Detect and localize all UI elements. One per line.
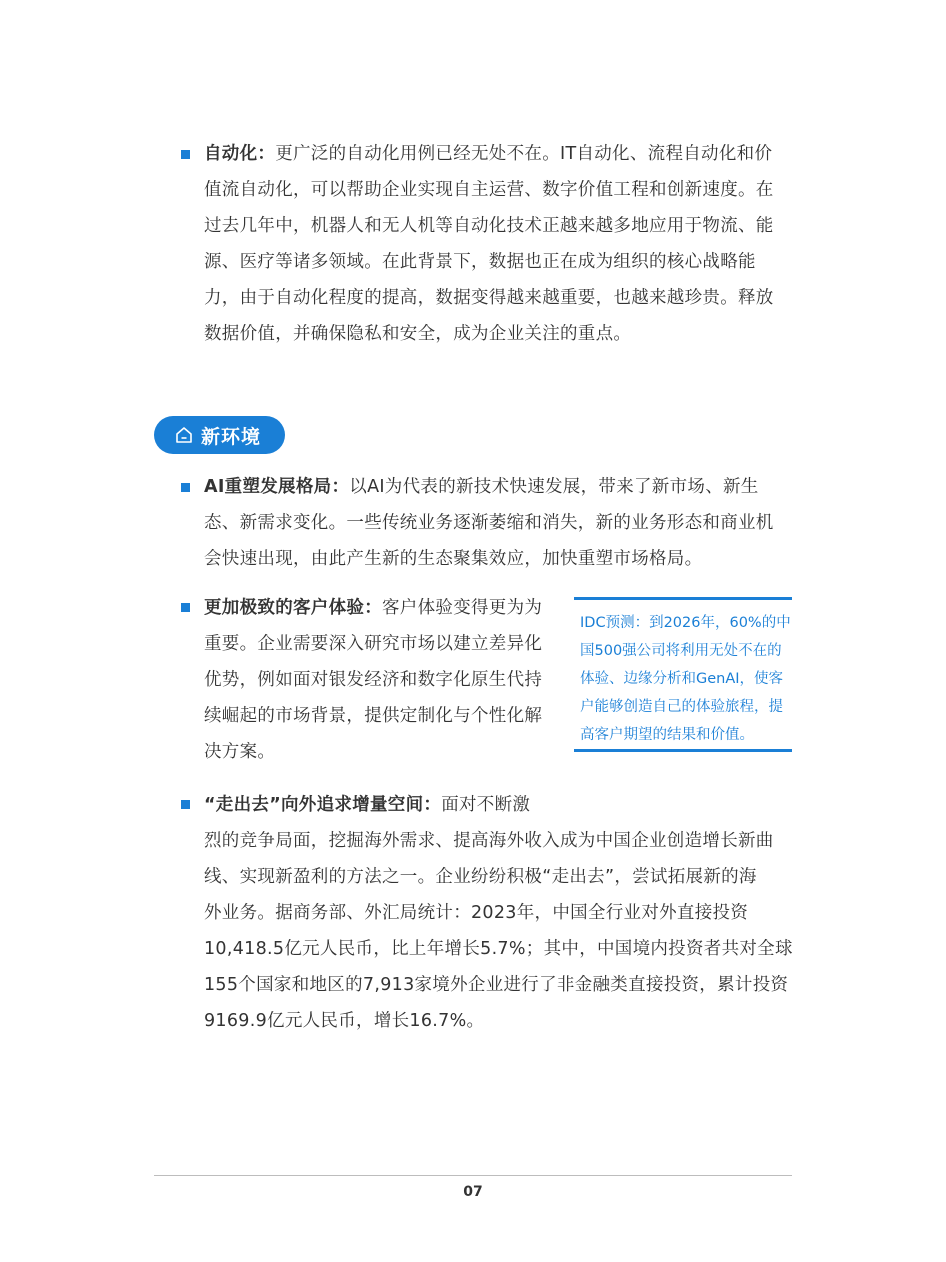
text-line: 烈的竞争局面，挖掘海外需求、提高海外收入成为中国企业创造增长新曲 <box>204 831 774 851</box>
paragraph-lead: 自动化： <box>204 144 276 164</box>
callout-line: IDC预测：到2026年，60%的中 <box>580 615 791 631</box>
paragraph-ai <box>204 469 774 577</box>
text-line: 外业务。据商务部、外汇局统计：2023年，中国全行业对外直接投资 <box>204 903 749 923</box>
text-line: AI重塑发展格局：以AI为代表的新技术快速发展，带来了新市场、新生 <box>204 477 759 497</box>
paragraph-go-global <box>204 787 793 1039</box>
home-icon <box>174 425 194 445</box>
text-line: “走出去”向外追求增量空间：面对不断激 <box>204 795 531 815</box>
text-line: 重要。企业需要深入研究市场以建立差异化 <box>204 634 543 654</box>
section-title: 新环境 <box>201 425 262 448</box>
callout-line: 国500强公司将利用无处不在的 <box>580 643 782 659</box>
text-line: 过去几年中，机器人和无人机等自动化技术正越来越多地应用于物流、能 <box>204 216 774 236</box>
footer-divider <box>154 1175 792 1176</box>
page-number: 07 <box>463 1184 483 1200</box>
section-heading <box>154 416 285 454</box>
idc-callout <box>574 597 792 752</box>
text-line: 数据价值，并确保隐私和安全，成为企业关注的重点。 <box>204 324 632 344</box>
text-line: 续崛起的市场背景，提供定制化与个性化解 <box>204 706 543 726</box>
bullet-marker <box>181 150 190 159</box>
text-line: 优势，例如面对银发经济和数字化原生代持 <box>204 670 543 690</box>
text-line: 9169.9亿元人民币，增长16.7%。 <box>204 1011 485 1031</box>
text-line: 态、新需求变化。一些传统业务逐渐萎缩和消失，新的业务形态和商业机 <box>204 513 774 533</box>
text-line: 值流自动化，可以帮助企业实现自主运营、数字价值工程和创新速度。在 <box>204 180 774 200</box>
bullet-marker <box>181 800 190 809</box>
paragraph-lead: 更加极致的客户体验： <box>204 598 382 618</box>
text-line: 源、医疗等诸多领域。在此背景下，数据也正在成为组织的核心战略能 <box>204 252 756 272</box>
bullet-marker <box>181 603 190 612</box>
paragraph-customer-experience <box>204 590 542 770</box>
paragraph-automation <box>204 136 774 352</box>
text-line: 更加极致的客户体验：客户体验变得更为为 <box>204 598 543 618</box>
text-line: 自动化：更广泛的自动化用例已经无处不在。IT自动化、流程自动化和价 <box>204 144 773 164</box>
callout-line: 体验、边缘分析和GenAI，使客 <box>580 671 784 687</box>
text-line: 155个国家和地区的7,913家境外企业进行了非金融类直接投资，累计投资 <box>204 975 789 995</box>
bullet-marker <box>181 483 190 492</box>
callout-line: 户能够创造自己的体验旅程，提 <box>580 699 783 715</box>
text-line: 线、实现新盈利的方法之一。企业纷纷积极“走出去”，尝试拓展新的海 <box>204 867 757 887</box>
text-line: 力，由于自动化程度的提高，数据变得越来越重要，也越来越珍贵。释放 <box>204 288 774 308</box>
callout-line: 高客户期望的结果和价值。 <box>580 727 754 743</box>
text-line: 决方案。 <box>204 742 276 762</box>
paragraph-lead: “走出去”向外追求增量空间： <box>204 795 442 815</box>
text-line: 会快速出现，由此产生新的生态聚集效应，加快重塑市场格局。 <box>204 549 703 569</box>
paragraph-lead: AI重塑发展格局： <box>204 477 350 497</box>
text-line: 10,418.5亿元人民币，比上年增长5.7%；其中，中国境内投资者共对全球 <box>204 939 793 959</box>
